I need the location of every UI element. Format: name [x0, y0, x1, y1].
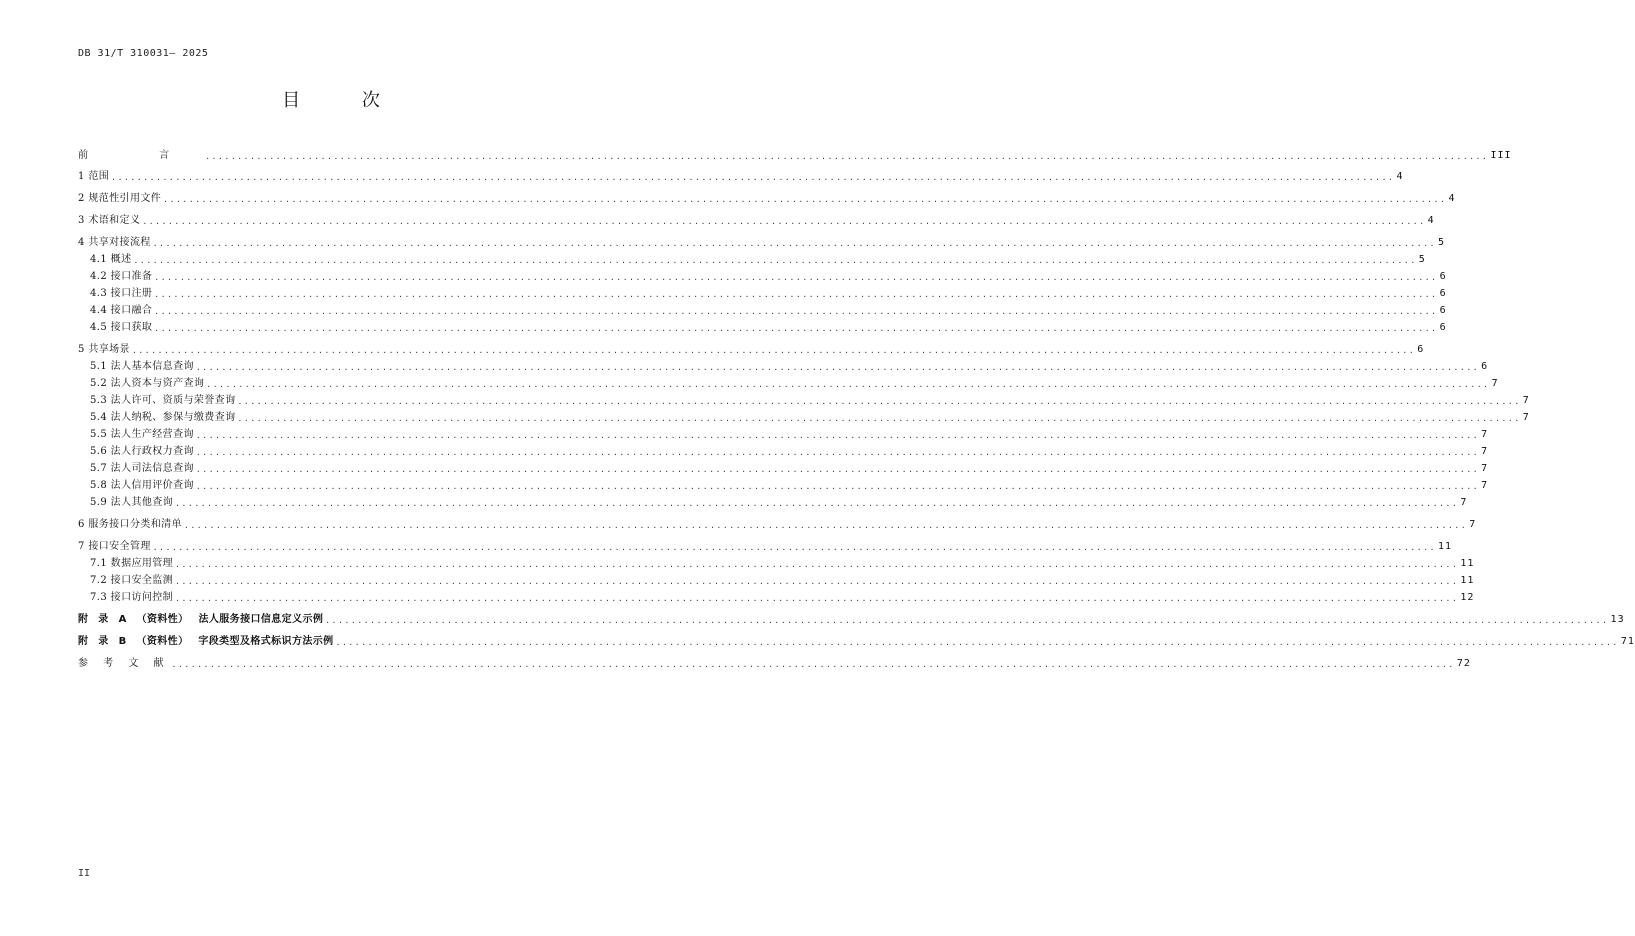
toc-dot-leader: ........................................................................................................................................................................................................: [195, 482, 1480, 491]
toc-entry-page: 6: [1481, 361, 1489, 372]
toc-entry-label: 4.1 概述: [90, 254, 132, 265]
toc-entry[interactable]: [90, 556, 1475, 572]
toc-dot-leader: ........................................................................................................................................................................................................: [195, 465, 1480, 474]
document-code: DB 31/T 310031— 2025: [78, 48, 209, 59]
toc-entry-page: 6: [1439, 322, 1447, 333]
toc-entry[interactable]: [90, 427, 1489, 443]
toc-entry[interactable]: [78, 634, 1635, 650]
toc-dot-leader: ........................................................................................................................................................................................................: [195, 363, 1480, 372]
toc-entry[interactable]: [78, 169, 1404, 185]
toc-dot-leader: ........................................................................................................................................................................................................: [325, 616, 1609, 625]
toc-entry-page: III: [1490, 150, 1512, 161]
toc-entry[interactable]: [78, 191, 1456, 207]
toc-dot-leader: ........................................................................................................................................................................................................: [237, 414, 1521, 423]
toc-entry-page: 7: [1460, 497, 1468, 508]
toc-entry-label: 5.5 法人生产经营查询: [90, 429, 194, 440]
toc-entry-page: 6: [1417, 344, 1425, 355]
toc-dot-leader: ........................................................................................................................................................................................................: [206, 380, 1490, 389]
toc-entry[interactable]: [78, 612, 1625, 628]
toc-entry[interactable]: [90, 376, 1499, 392]
toc-dot-leader: ........................................................................................................................................................................................................: [175, 577, 1459, 586]
toc-entry-page: 71: [1620, 636, 1635, 647]
toc-entry-label: 5.1 法人基本信息查询: [90, 361, 194, 372]
toc-entry-label: 3 术语和定义: [78, 215, 141, 226]
toc-entry-label: 4.5 接口获取: [90, 322, 153, 333]
toc-entry-page: 7: [1522, 412, 1530, 423]
toc-entry-label: 2 规范性引用文件: [78, 193, 162, 204]
toc-entry-label: 6 服务接口分类和清单: [78, 519, 182, 530]
toc-entry-page: 11: [1460, 575, 1475, 586]
toc-entry[interactable]: [90, 573, 1475, 589]
toc-entry-page: 7: [1481, 463, 1489, 474]
toc-entry[interactable]: [78, 235, 1446, 251]
toc-entry-page: 4: [1396, 171, 1404, 182]
toc-dot-leader: ........................................................................................................................................................................................................: [175, 594, 1459, 603]
toc-entry-page: 13: [1610, 614, 1625, 625]
toc-entry-label: 5.9 法人其他查询: [90, 497, 174, 508]
toc-entry-label: 7 接口安全管理: [78, 541, 151, 552]
toc-entry[interactable]: [90, 269, 1447, 285]
toc-entry-page: 6: [1439, 288, 1447, 299]
toc-entry-page: 4: [1448, 193, 1456, 204]
toc-entry[interactable]: [90, 590, 1475, 606]
toc-entry[interactable]: [90, 359, 1489, 375]
toc-entry-page: 7: [1491, 378, 1499, 389]
toc-entry[interactable]: [90, 478, 1489, 494]
toc-entry[interactable]: [78, 213, 1435, 229]
toc-entry-label: 参 考 文 献: [78, 658, 170, 669]
toc-dot-leader: ........................................................................................................................................................................................................: [183, 521, 1468, 530]
toc-entry-label: 附 录 A （资料性） 法人服务接口信息定义示例: [78, 614, 324, 625]
toc-entry-page: 11: [1438, 541, 1453, 552]
toc-dot-leader: ........................................................................................................................................................................................................: [335, 638, 1619, 647]
toc-entry[interactable]: [78, 539, 1453, 555]
toc-dot-leader: ........................................................................................................................................................................................................: [154, 273, 1438, 282]
toc-dot-leader: ........................................................................................................................................................................................................: [171, 660, 1455, 669]
toc-entry-page: 7: [1522, 395, 1530, 406]
toc-entry-label: 5 共享场景: [78, 344, 130, 355]
toc-dot-leader: ........................................................................................................................................................................................................: [131, 346, 1416, 355]
toc-dot-leader: ........................................................................................................................................................................................................: [152, 239, 1437, 248]
toc-entry-label: 附 录 B （资料性） 字段类型及格式标识方法示例: [78, 636, 334, 647]
toc-entry[interactable]: [90, 303, 1447, 319]
toc-dot-leader: ........................................................................................................................................................................................................: [142, 217, 1426, 226]
toc-entry-page: 7: [1481, 446, 1489, 457]
toc-entry-page: 7: [1481, 480, 1489, 491]
toc-entry[interactable]: [90, 286, 1447, 302]
toc-entry[interactable]: [78, 656, 1471, 672]
toc-dot-leader: ........................................................................................................................................................................................................: [195, 431, 1480, 440]
toc-entry-label: 7.3 接口访问控制: [90, 592, 174, 603]
toc-dot-leader: ........................................................................................................................................................................................................: [163, 195, 1447, 204]
toc-dot-leader: ........................................................................................................................................................................................................: [154, 307, 1438, 316]
toc-entry-label: 5.6 法人行政权力查询: [90, 446, 194, 457]
toc-entry-label: 前 言: [78, 150, 204, 161]
toc-dot-leader: ........................................................................................................................................................................................................: [237, 397, 1521, 406]
toc-entry-label: 7.1 数据应用管理: [90, 558, 174, 569]
toc-entry[interactable]: [90, 252, 1426, 268]
toc-entry-page: 6: [1439, 271, 1447, 282]
toc-entry-label: 5.7 法人司法信息查询: [90, 463, 194, 474]
toc-dot-leader: ........................................................................................................................................................................................................: [175, 499, 1459, 508]
toc-dot-leader: ........................................................................................................................................................................................................: [111, 173, 1395, 182]
toc-entry[interactable]: [90, 320, 1447, 336]
toc-dot-leader: ........................................................................................................................................................................................................: [195, 448, 1480, 457]
toc-entry-label: 7.2 接口安全监测: [90, 575, 174, 586]
toc-entry[interactable]: [90, 444, 1489, 460]
toc-entry-label: 5.4 法人纳税、参保与缴费查询: [90, 412, 236, 423]
toc-entry[interactable]: [90, 393, 1530, 409]
toc-entry[interactable]: [78, 148, 1512, 164]
toc-entry-label: 4.4 接口融合: [90, 305, 153, 316]
toc-entry-label: 4.2 接口准备: [90, 271, 153, 282]
toc-entry-page: 5: [1418, 254, 1426, 265]
toc-entry-page: 5: [1438, 237, 1446, 248]
toc-entry[interactable]: [90, 495, 1468, 511]
page-title: 目 次: [282, 90, 408, 111]
toc-entry-label: 1 范围: [78, 171, 110, 182]
toc-entry-page: 72: [1456, 658, 1471, 669]
toc-dot-leader: ........................................................................................................................................................................................................: [154, 324, 1438, 333]
page-number: II: [78, 868, 91, 879]
toc-entry-page: 11: [1460, 558, 1475, 569]
toc-entry[interactable]: [90, 461, 1489, 477]
toc-dot-leader: ........................................................................................................................................................................................................: [175, 560, 1459, 569]
toc-entry-label: 5.2 法人资本与资产查询: [90, 378, 205, 389]
toc-entry-page: 7: [1481, 429, 1489, 440]
toc-entry-page: 12: [1460, 592, 1475, 603]
toc-dot-leader: ........................................................................................................................................................................................................: [133, 256, 1417, 265]
toc-dot-leader: ........................................................................................................................................................................................................: [154, 290, 1438, 299]
toc-entry[interactable]: [78, 342, 1425, 358]
toc-entry-label: 5.3 法人许可、资质与荣誉查询: [90, 395, 236, 406]
toc-entry-page: 6: [1439, 305, 1447, 316]
toc-dot-leader: ........................................................................................................................................................................................................: [205, 152, 1489, 161]
toc-entry-label: 5.8 法人信用评价查询: [90, 480, 194, 491]
toc-entry[interactable]: [90, 410, 1530, 426]
toc-dot-leader: ........................................................................................................................................................................................................: [152, 543, 1437, 552]
toc-entry-page: 7: [1469, 519, 1477, 530]
toc-entry-label: 4 共享对接流程: [78, 237, 151, 248]
toc-entry-label: 4.3 接口注册: [90, 288, 153, 299]
toc-entry-page: 4: [1427, 215, 1435, 226]
toc-entry[interactable]: [78, 517, 1477, 533]
